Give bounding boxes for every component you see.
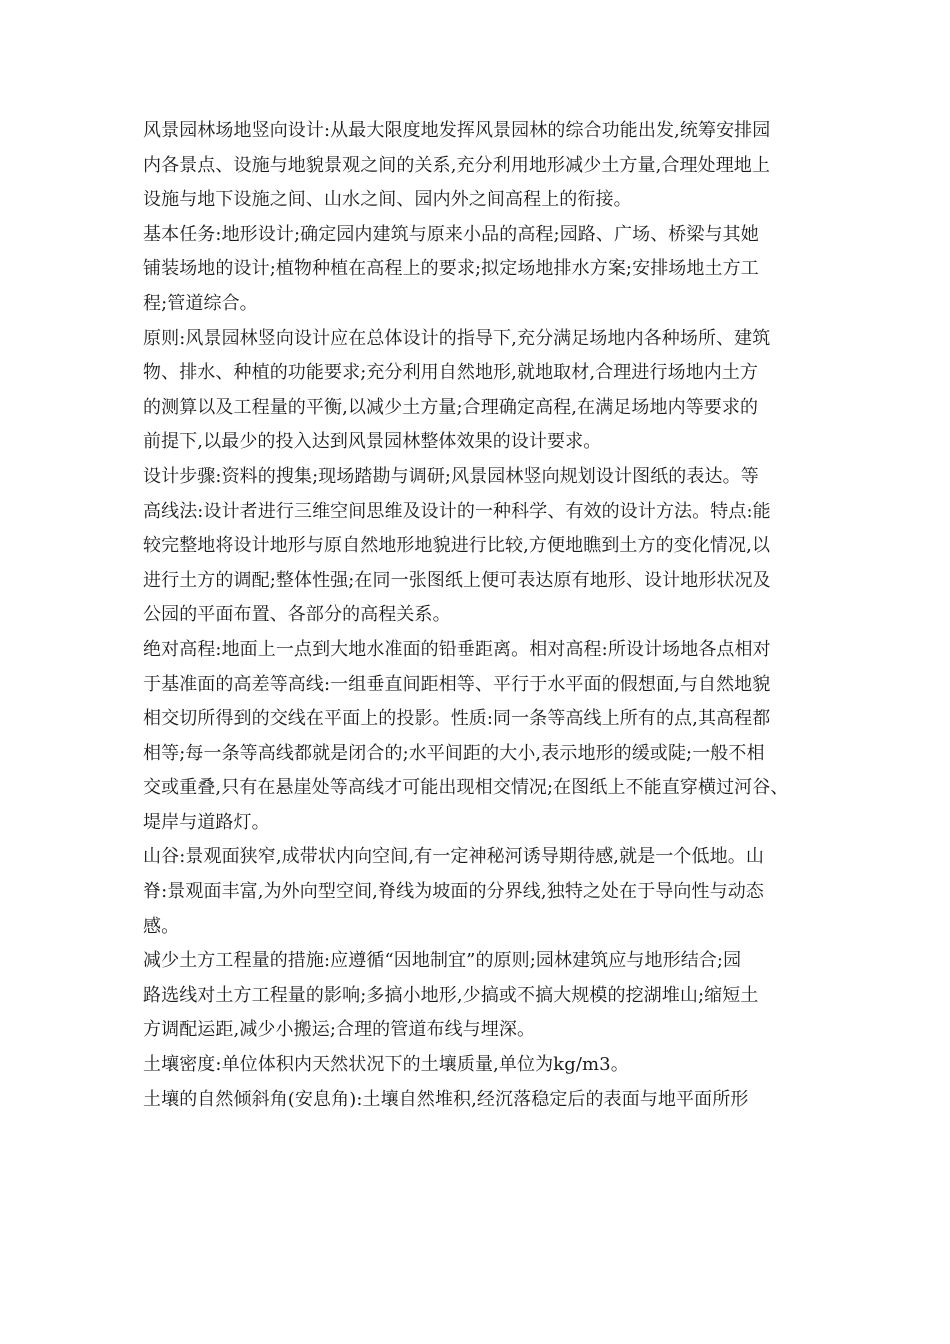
text-line: 路选线对土方工程量的影响;多搞小地形,少搞或不搞大规模的挖湖堆山;缩短土 bbox=[143, 984, 759, 1006]
text-line: 减少土方工程量的措施:应遵循“因地制宜”的原则;园林建筑应与地形结合;园 bbox=[143, 950, 742, 972]
text-line: 设施与地下设施之间、山水之间、园内外之间高程上的衔接。 bbox=[143, 189, 632, 211]
text-line: 方调配运距,减少小搬运;合理的管道布线与埋深。 bbox=[143, 1019, 536, 1041]
text-line: 脊:景观面丰富,为外向型空间,脊线为坡面的分界线,独特之处在于导向性与动态 bbox=[143, 881, 764, 903]
text-line: 设计步骤:资料的搜集;现场踏勘与调研;风景园林竖向规划设计图纸的表达。等 bbox=[143, 465, 759, 487]
text-line: 绝对高程:地面上一点到大地水准面的铅垂距离。相对高程:所设计场地各点相对 bbox=[143, 638, 771, 660]
text-line: 风景园林场地竖向设计:从最大限度地发挥风景园林的综合功能出发,统筹安排园 bbox=[143, 120, 771, 141]
text-line: 前提下,以最少的投入达到风景园林整体效果的设计要求。 bbox=[143, 431, 602, 453]
text-line: 公园的平面布置、各部分的高程关系。 bbox=[143, 604, 451, 626]
text-line: 相等;每一条等高线都就是闭合的;水平间距的大小,表示地形的缓或陡;一般不相 bbox=[143, 742, 765, 764]
text-line: 铺装场地的设计;植物种植在高程上的要求;拟定场地排水方案;安排场地土方工 bbox=[143, 258, 759, 280]
text-line: 堤岸与道路灯。 bbox=[143, 811, 270, 833]
text-line: 高线法:设计者进行三维空间思维及设计的一种科学、有效的设计方法。特点:能 bbox=[143, 500, 771, 522]
text-line: 原则:风景园林竖向设计应在总体设计的指导下,充分满足场地内各种场所、建筑 bbox=[143, 327, 771, 349]
text-line: 土壤密度:单位体积内天然状况下的土壤质量,单位为kg/m3。 bbox=[143, 1054, 629, 1076]
text-line: 交或重叠,只有在悬崖处等高线才可能出现相交情况;在图纸上不能直穿横过河谷、 bbox=[143, 777, 789, 799]
text-line: 土壤的自然倾斜角(安息角):土壤自然堆积,经沉落稳定后的表面与地平面所形 bbox=[143, 1088, 749, 1110]
text-line: 程;管道综合。 bbox=[143, 292, 258, 314]
text-line: 进行土方的调配;整体性强;在同一张图纸上便可表达原有地形、设计地形状况及 bbox=[143, 569, 771, 591]
text-line: 感。 bbox=[143, 915, 180, 937]
text-line: 物、排水、种植的功能要求;充分利用自然地形,就地取材,合理进行场地内土方 bbox=[143, 362, 759, 384]
text-line: 基本任务:地形设计;确定园内建筑与原来小品的高程;园路、广场、桥梁与其她 bbox=[143, 223, 759, 245]
text-line: 的测算以及工程量的平衡,以减少土方量;合理确定高程,在满足场地内等要求的 bbox=[143, 396, 759, 418]
text-line: 较完整地将设计地形与原自然地形地貌进行比较,方便地瞧到土方的变化情况,以 bbox=[143, 535, 771, 557]
text-line: 山谷:景观面狭窄,成带状内向空间,有一定神秘河诱导期待感,就是一个低地。山 bbox=[143, 846, 764, 868]
text-line: 内各景点、设施与地貌景观之间的关系,充分利用地形减少土方量,合理处理地上 bbox=[143, 154, 771, 176]
text-line: 相交切所得到的交线在平面上的投影。性质:同一条等高线上所有的点,其高程都 bbox=[143, 708, 771, 730]
text-line: 于基准面的高差等高线:一组垂直间距相等、平行于水平面的假想面,与自然地貌 bbox=[143, 673, 771, 695]
body-text bbox=[143, 114, 833, 1117]
